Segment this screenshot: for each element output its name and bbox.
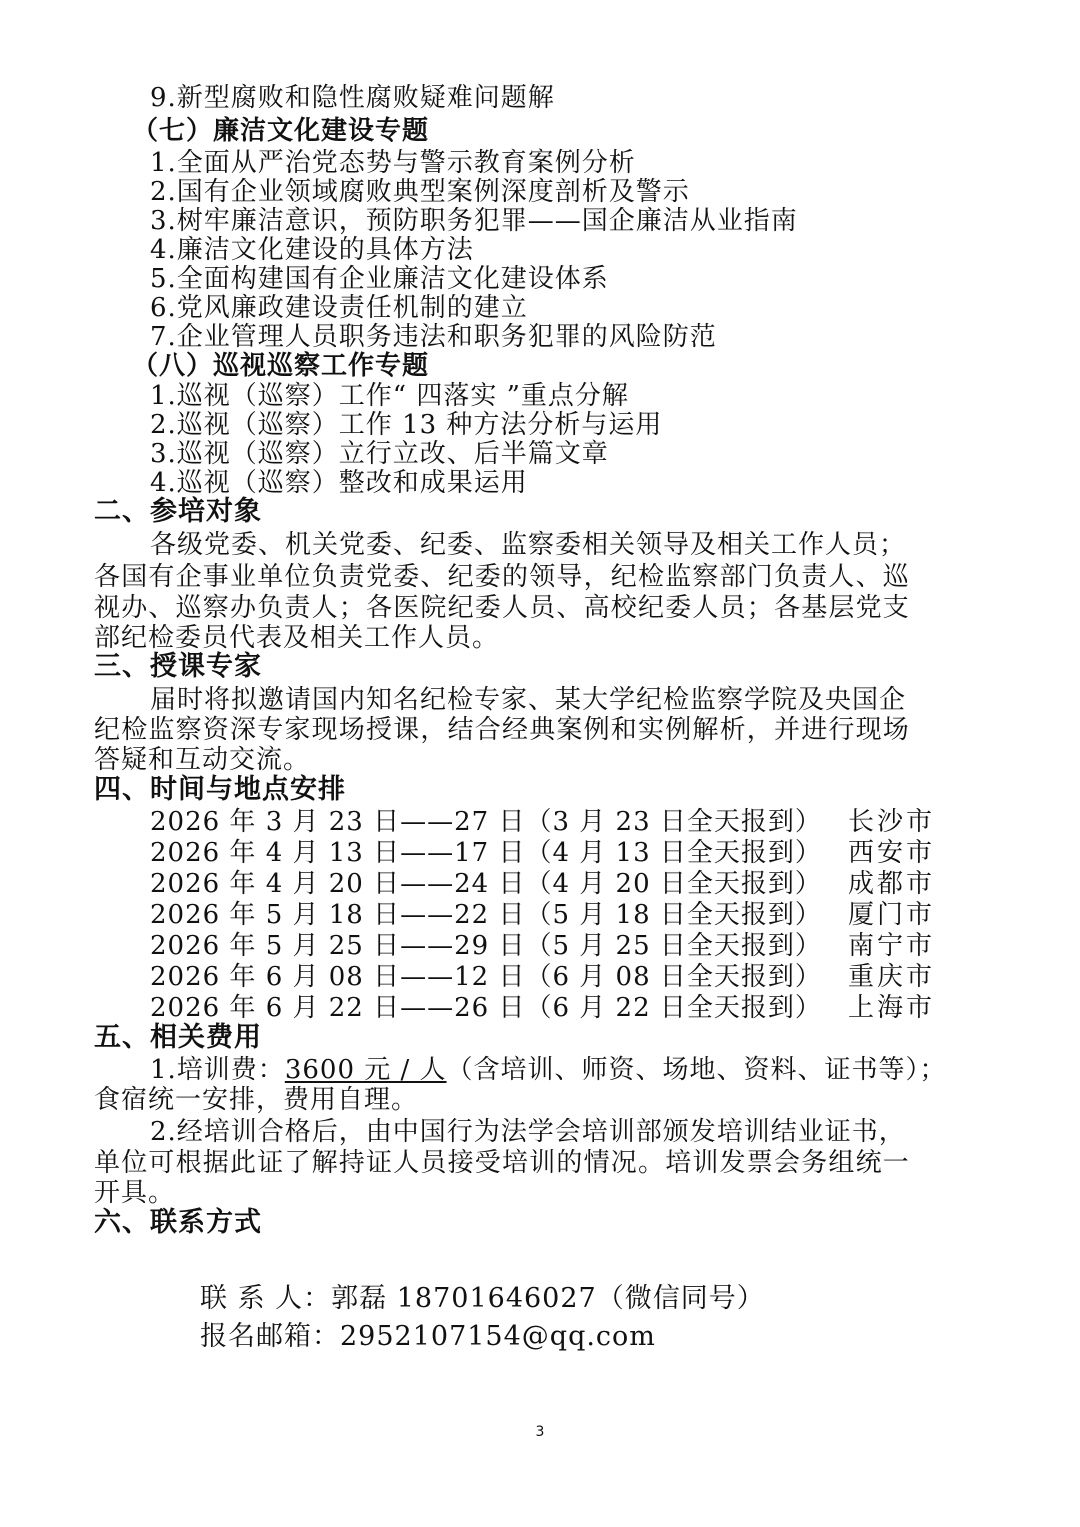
topic-item: 5.全面构建国有企业廉洁文化建设体系 xyxy=(150,264,609,294)
paragraph-line: 开具。 xyxy=(94,1178,176,1208)
contact-heading: 六、联系方式 xyxy=(94,1207,262,1238)
fee-amount: 3600 元 / 人 xyxy=(284,1055,447,1085)
schedule-date: 2026 年 5 月 25 日——29 日（5 月 25 日全天报到） xyxy=(150,931,822,961)
experts-heading: 三、授课专家 xyxy=(94,651,262,682)
topic-item: 2.国有企业领域腐败典型案例深度剖析及警示 xyxy=(150,177,690,207)
contact-person xyxy=(200,1283,765,1315)
topic-item: 3.巡视（巡察）立行立改、后半篇文章 xyxy=(150,439,609,469)
schedule-heading: 四、时间与地点安排 xyxy=(94,774,346,805)
topic-item: 4.廉洁文化建设的具体方法 xyxy=(150,235,474,265)
fees-heading: 五、相关费用 xyxy=(94,1022,262,1053)
schedule-city: 南宁市 xyxy=(848,931,936,961)
schedule-date: 2026 年 6 月 22 日——26 日（6 月 22 日全天报到） xyxy=(150,993,822,1023)
topic-item: 4.巡视（巡察）整改和成果运用 xyxy=(150,468,528,498)
paragraph-line: 2.经培训合格后，由中国行为法学会培训部颁发培训结业证书， xyxy=(150,1117,906,1147)
schedule-date: 2026 年 6 月 08 日——12 日（6 月 08 日全天报到） xyxy=(150,962,822,992)
topic-item: 7.企业管理人员职务违法和职务犯罪的风险防范 xyxy=(150,322,717,352)
topic-item: 2.巡视（巡察）工作 13 种方法分析与运用 xyxy=(150,410,663,440)
contact-email-label: 报名邮箱： xyxy=(200,1321,340,1352)
schedule-city: 重庆市 xyxy=(848,962,936,992)
schedule-city: 西安市 xyxy=(848,838,936,868)
paragraph-line: 各级党委、机关党委、纪委、监察委相关领导及相关工作人员； xyxy=(150,530,907,560)
paragraph-line: 纪检监察资深专家现场授课，结合经典案例和实例解析，并进行现场 xyxy=(94,715,911,745)
paragraph-line: 单位可根据此证了解持证人员接受培训的情况。培训发票会务组统一 xyxy=(94,1148,911,1178)
paragraph-line: 各国有企事业单位负责党委、纪委的领导，纪检监察部门负责人、巡 xyxy=(94,562,911,592)
schedule-date: 2026 年 4 月 20 日——24 日（4 月 20 日全天报到） xyxy=(150,869,822,899)
schedule-city: 厦门市 xyxy=(848,900,936,930)
fee-includes: （含培训、师资、场地、资料、证书等）； xyxy=(446,1055,947,1085)
topic-item: 1.巡视（巡察）工作“ 四落实 ”重点分解 xyxy=(150,381,629,411)
topic-item: 9.新型腐败和隐性腐败疑难问题解 xyxy=(150,83,555,113)
topic-item: 1.全面从严治党态势与警示教育案例分析 xyxy=(150,148,636,178)
contact-email xyxy=(200,1321,656,1353)
fee-label: 1.培训费： xyxy=(150,1055,285,1085)
paragraph-line: 视办、巡察办负责人；各医院纪委人员、高校纪委人员；各基层党支 xyxy=(94,593,911,623)
contact-person-value: 郭磊 18701646027（微信同号） xyxy=(331,1283,765,1314)
schedule-city: 成都市 xyxy=(848,869,936,899)
section-8-title: （八）巡视巡察工作专题 xyxy=(132,351,430,381)
topic-item: 6.党风廉政建设责任机制的建立 xyxy=(150,293,528,323)
contact-email-value: 2952107154@qq.com xyxy=(340,1321,656,1352)
schedule-city: 上海市 xyxy=(848,993,936,1023)
fee-line xyxy=(150,1055,947,1085)
schedule-date: 2026 年 5 月 18 日——22 日（5 月 18 日全天报到） xyxy=(150,900,822,930)
topic-item: 3.树牢廉洁意识，预防职务犯罪——国企廉洁从业指南 xyxy=(150,206,798,236)
schedule-date: 2026 年 4 月 13 日——17 日（4 月 13 日全天报到） xyxy=(150,838,822,868)
paragraph-line: 部纪检委员代表及相关工作人员。 xyxy=(94,623,500,653)
schedule-city: 长沙市 xyxy=(848,807,936,837)
schedule-date: 2026 年 3 月 23 日——27 日（3 月 23 日全天报到） xyxy=(150,807,822,837)
paragraph-line: 答疑和互动交流。 xyxy=(94,745,311,775)
page-number: 3 xyxy=(535,1424,545,1440)
paragraph-line: 食宿统一安排，费用自理。 xyxy=(94,1085,419,1115)
section-7-title: （七）廉洁文化建设专题 xyxy=(132,116,430,146)
participants-heading: 二、参培对象 xyxy=(94,496,262,527)
paragraph-line: 届时将拟邀请国内知名纪检专家、某大学纪检监察学院及央国企 xyxy=(150,685,907,715)
contact-person-label: 联 系 人： xyxy=(200,1283,332,1314)
